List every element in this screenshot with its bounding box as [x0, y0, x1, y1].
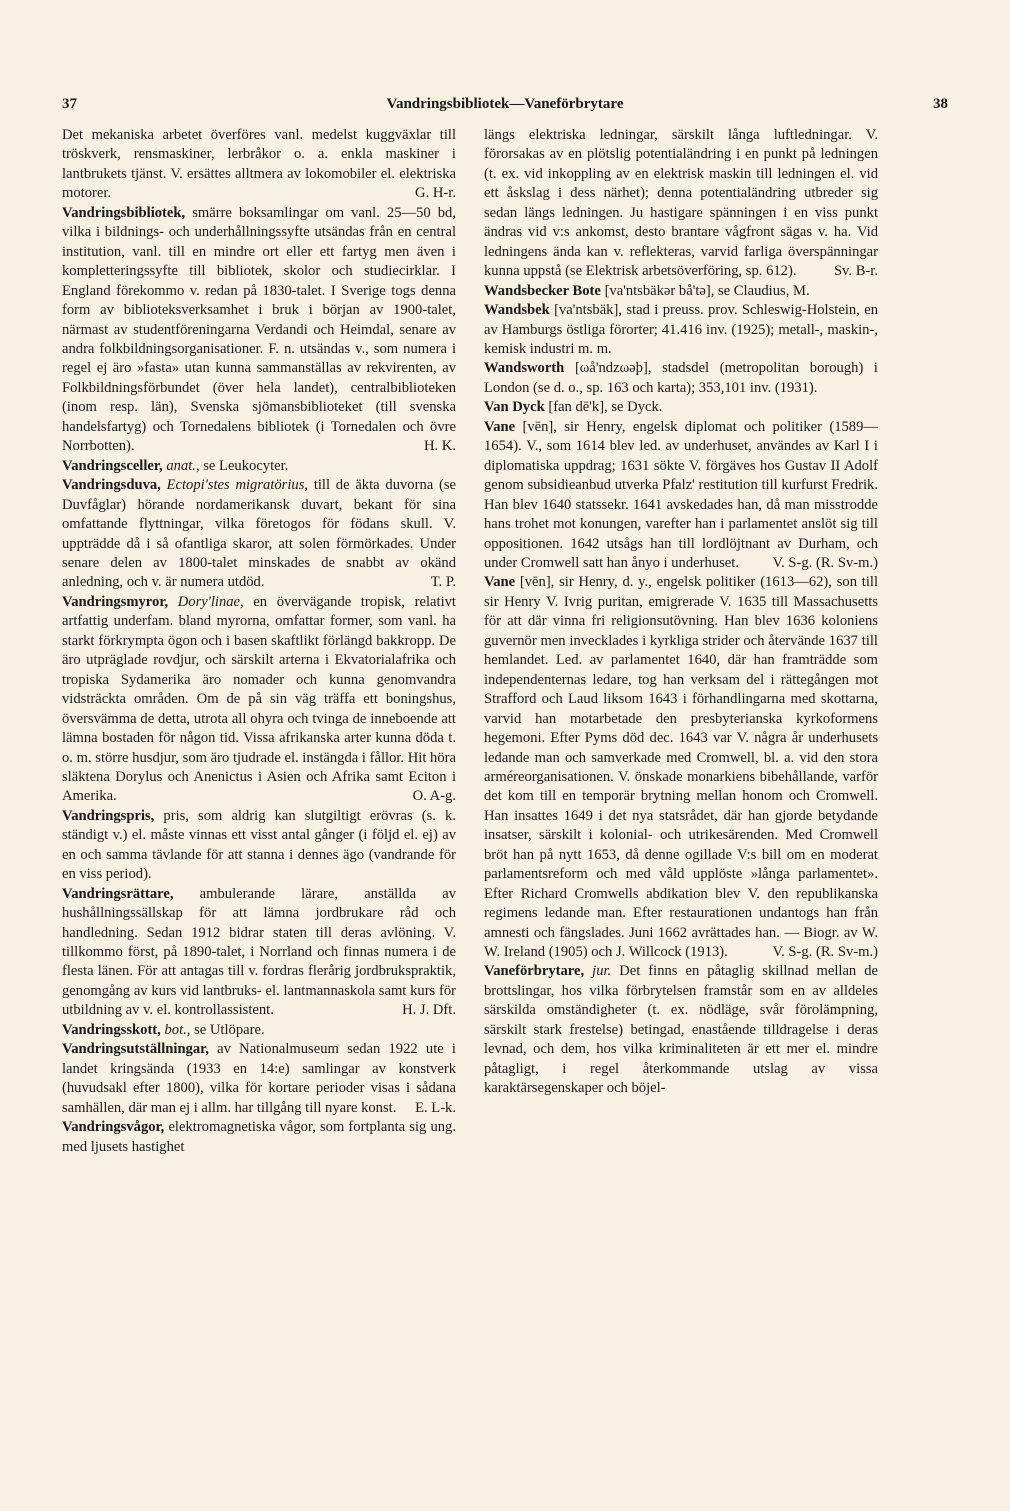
entry-text: smärre boksamlingar om vanl. 25—50 bd, vilka i bildnings- och underhållningssyfte utsändas från en central institution, vanl. till en mindre ort eller ett fartyg men även i kompletteringssyfte till bibliotek, skolor och studiecirklar. I England förekommo v. redan på 1830-talet. I Sverige togs denna form av biblioteksverksamhet i bruk i början av 1900-talet, närmast av studentföreningarna Verdandi och Heimdal, senare av andra folkbildningsorganisationer. F. n. utsändas v., som numera i regel ej äro »fasta» utan kunna sammanställas av rekvirenten, av Folkbildningsförbundet (över hela landet), centralbiblioteken (inom resp. län), Svenska sjömansbiblioteket (till svenska handelsfartyg) och Tornedalens bibliotek (i Tornedalen och övre Norrbotten). — [62, 204, 456, 455]
entry-latin-name: Ectopi'stes migratörius — [166, 477, 305, 494]
page-number-right: 38 — [933, 96, 948, 112]
entry-headword: Vandringsskott, — [62, 1021, 161, 1038]
entry-text: elektromagnetiska vågor, som fortplanta sig ung. med ljusets hastighet — [62, 1119, 456, 1155]
entry-headword: Vane — [484, 418, 516, 435]
running-header — [62, 96, 948, 118]
left-column — [62, 126, 456, 1456]
entry-text: av Nationalmuseum sedan 1922 ute i landet kringsända (1933 en 14:e) samlingar av konstverk (huvudsakl efter 1800), vilka för kortare perioder visas i sådana samhällen, där man ej i allm. har tillgång till nyare konst. — [62, 1041, 456, 1116]
entry-headword: Vaneförbrytare, — [484, 963, 585, 980]
dictionary-entry — [484, 962, 878, 1098]
dictionary-entry — [484, 301, 878, 359]
dictionary-entry — [484, 359, 878, 398]
entry-headword: Vane — [484, 574, 516, 591]
entry-signature: H. K. — [423, 438, 456, 455]
entry-text: ambulerande lärare, anställda av hushållningssällskap för att lämna jordbrukare råd och handledning. Sedan 1912 bidrar staten till deras avlöning. V. tillkommo först, på 1890-talet, i Norrland och finnas numera i de flesta länen. För att antagas till v. fordras flerårig jordbrukspraktik, genomgång av kurs vid lantbruks- el. lantmannaskola samt kurs för utbildning av v. el. kontrollassistent. — [62, 885, 456, 1019]
dictionary-entry — [62, 457, 456, 476]
entry-signature: H. J. Dft. — [402, 1002, 456, 1019]
entry-latin-name: jur. — [592, 963, 612, 980]
dictionary-entry — [62, 593, 456, 807]
entry-text: [ωå'ndzωəþ], stadsdel (metropolitan borough) i London (se d. o., sp. 163 och karta); 353,101 inv. (1931). — [484, 360, 878, 396]
entry-latin-name: bot. — [164, 1021, 187, 1038]
dictionary-entry — [62, 807, 456, 885]
entry-headword: Vandringsutställningar, — [62, 1041, 209, 1058]
dictionary-entry — [484, 418, 878, 574]
entry-signature: Sv. B-r. — [833, 263, 878, 280]
entry-headword: Vandringsrättare, — [62, 885, 174, 902]
dictionary-entry — [484, 573, 878, 962]
right-column — [484, 126, 878, 1456]
entry-text: längs elektriska ledningar, särskilt långa luftledningar. V. förorsakas av en plötslig potentialändring i en punkt på ledningen (t. ex. vid inkoppling av en elektrisk maskin till ledningen el. vid ett åskslag i dess närhet); denna potentialändring utbreder sig sedan längs ledningen. Ju hastigare spänningen i en viss punkt ändras vid v:s ankomst, desto brantare vågfront sägas v. ha. Vid ledningens ända kan v. reflekteras, varvid farliga överspänningar kunna uppstå (se Elektrisk arbetsöverföring, sp. 612). — [484, 127, 878, 280]
entry-text: , till de äkta duvorna (se Duvfåglar) hörande nordamerikansk duvart, bekant för sina omfattande flyttningar, vilka företogos för födans skull. V. uppträdde då i så ofantliga skaror, att solen förmörkades. Under senare delen av 1800-talet minskades de snabbt av okänd anledning, och v. är numera utdöd. — [62, 477, 456, 591]
dictionary-entry — [62, 1118, 456, 1157]
entry-latin-name: Dory'linae — [177, 593, 241, 610]
dictionary-entry — [62, 476, 456, 593]
entry-headword: Vandringsvågor, — [62, 1119, 165, 1136]
entry-headword: Vandringsceller, — [62, 457, 163, 474]
entry-signature: O. A-g. — [412, 788, 456, 805]
entry-signature: V. S-g. (R. Sv-m.) — [772, 554, 878, 571]
dictionary-entry — [62, 126, 456, 204]
entry-headword: Vandringsduva, — [62, 477, 161, 494]
entry-latin-name: anat. — [166, 457, 196, 474]
entry-text: [vēn], sir Henry, d. y., engelsk politiker (1613—62), son till sir Henry V. Ivrig puritan, emigrerade V. 1635 till Massachusetts för att där vinna fri religionsutövning. Han blev 1636 koloniens guvernör men invecklades i kyrkliga strider och återvände 1637 till hemlandet. Led. av parlamentet 1640, där han framträdde som independenternas ledare, tog han verksam del i rättegången mot Strafford och Laud liksom 1643 i förhandlingarna med skottarna, varvid han motarbetade den presbyterianska kyrkoformens hegemoni. Efter Pyms död dec. 1643 var V. några år underhusets ledande man och samverkade med Cromwell, bl. a. vid den stora arméreorganisationen. V. önskade monarkiens bibehållande, varför det kom till en temporär brytning mellan honom och Cromwell. Han insattes 1649 i det nya statsrådet, där han gjorde betydande insatser, särskilt i kolonial- och utrikesärenden. Med Cromwell bröt han på nytt 1653, då denne ogillade V:s bill om en moderat parlamentsreform och med våld upplöste »långa parlamentet». Efter Richard Cromwells abdikation blev V. den republikanska regimens ledande man. Efter restaurationen undantogs han från amnesti och fängslades. Juni 1662 avrättades han. — Biogr. av W. W. Ireland (1905) och J. Willcock (1913). — [484, 574, 878, 961]
entry-text: Det mekaniska arbetet överföres vanl. medelst kuggväxlar till tröskverk, rensmaskiner, lerbråkor o. a. enkla maskiner i lantbrukets tjänst. V. ersättes alltmera av lokomobiler el. elektriska motorer. — [62, 127, 456, 202]
entry-text: , en övervägande tropisk, relativt artfattig underfam. bland myrorna, omfattar former, som vanl. ha starkt förkrympta ögon och i basen skaftlikt förlängd bakkropp. De äro utpräglade rovdjur, och särskilt arterna i Ekvatorialafrika och tropiska Sydamerika äro nomader och kunna genomvandra vidsträckta områden. Om de på sin väg träffa ett boningshus, översvämma de detta, utrota all ohyra och tvinga de inneboende att lämna bostaden för någon tid. Vissa afrikanska arter kunna döda t. o. m. större husdjur, som äro tjudrade el. instängda i fållor. Hit höra släktena Dorylus och Anenictus i Asien och Afrika samt Eciton i Amerika. — [62, 593, 456, 805]
entry-headword: Vandringspris, — [62, 807, 155, 824]
dictionary-entry — [62, 204, 456, 457]
entry-headword: Wandsbecker Bote — [484, 282, 601, 299]
entry-signature: E. L-k. — [415, 1099, 456, 1116]
entry-text: pris, som aldrig kan slutgiltigt erövras (s. k. ständigt v.) el. måste vinnas ett visst antal gånger (i följd el. ej) av en och samma tävlande för att stanna i dennes ägo (vandrande för en viss period). — [62, 807, 456, 883]
running-title: Vandringsbibliotek—Vaneförbrytare — [386, 96, 624, 112]
entry-text: [vēn], sir Henry, engelsk diplomat och politiker (1589—1654). V., som 1614 blev led. av underhuset, användes av Karl I i diplomatiska uppdrag; 1631 sökte V. förgäves hos Gustav II Adolf genom subsidieanbud utverka Pfalz' restitution till kurfurst Fredrik. Han blev 1640 statssekr. 1641 avskedades han, då man misstrodde hans trohet mot konungen, varefter han i parlamentet anslöt sig till oppositionen. 1642 utsågs han till lordlöjtnant av Durham, och under Cromwell satt han ånyo i underhuset. — [484, 418, 878, 571]
dictionary-entry — [62, 1021, 456, 1040]
entry-signature: V. S-g. (R. Sv-m.) — [772, 944, 878, 961]
entry-text: , se Utlöpare. — [186, 1021, 265, 1038]
entry-signature: T. P. — [430, 574, 456, 591]
entry-text: [fan dē'k], se Dyck. — [548, 399, 663, 416]
entry-headword: Wandsworth — [484, 360, 565, 377]
entry-headword: Vandringsbibliotek, — [62, 204, 186, 221]
page-number-left: 37 — [62, 96, 77, 112]
dictionary-entry — [484, 282, 878, 301]
dictionary-entry — [62, 1040, 456, 1118]
entry-signature: G. H-r. — [415, 185, 456, 202]
entry-headword: Wandsbek — [484, 302, 550, 319]
entry-text: , se Leukocyter. — [195, 457, 289, 474]
entry-headword: Vandringsmyror, — [62, 593, 169, 610]
dictionary-entry — [484, 398, 878, 417]
dictionary-entry — [62, 885, 456, 1021]
entry-text: [va'ntsbäkər bå'tə], se Claudius, M. — [604, 282, 810, 299]
entry-text: Det finns en påtaglig skillnad mellan de brottslingar, hos vilka förbrytelsen framstår som en av alldeles särskilda omständigheter (t. ex. nödläge, svår förolämpning, särskilt stark frestelse) betingad, enastående tilldragelse i deras levnad, och dem, hos vilka kriminaliteten är ett mer el. mindre påtagligt, i regel återkommande utslag av vissa karaktärsegenskaper och böjel- — [484, 963, 878, 1097]
entry-text: [va'ntsbäk], stad i preuss. prov. Schleswig-Holstein, en av Hamburgs östliga förorter; 41.416 inv. (1925); metall-, maskin-, kemisk industri m. m. — [484, 302, 878, 357]
entry-headword: Van Dyck — [484, 399, 545, 416]
dictionary-entry — [484, 126, 878, 282]
